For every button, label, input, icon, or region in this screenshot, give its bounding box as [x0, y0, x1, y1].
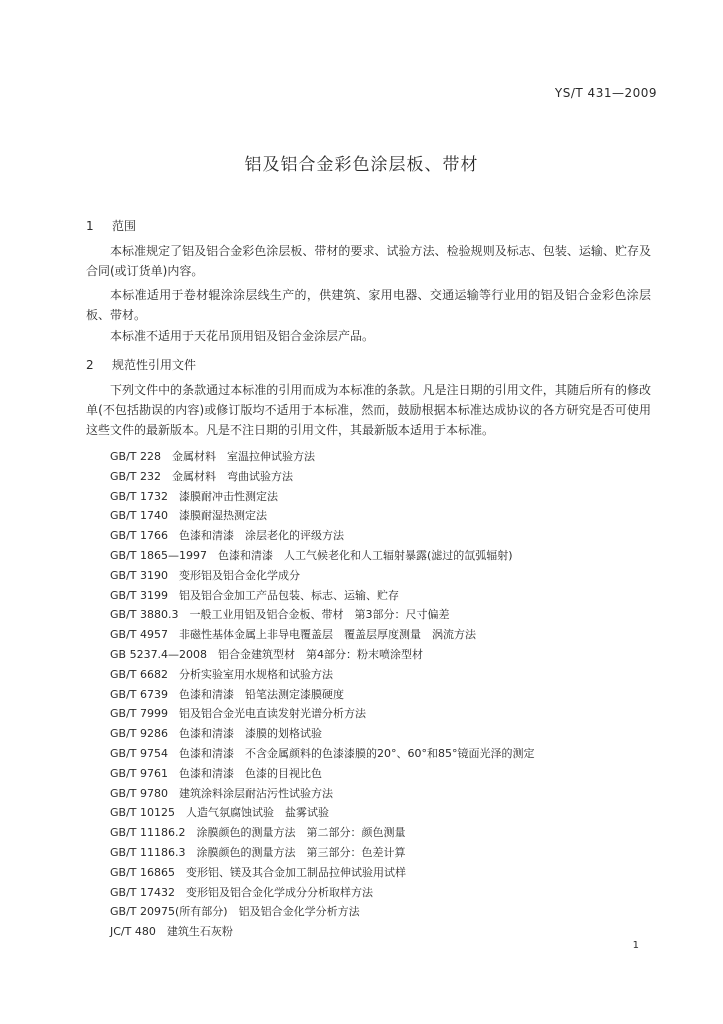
section-title: 规范性引用文件 — [112, 358, 197, 372]
reference-item: GB/T 11186.3 涂膜颜色的测量方法 第三部分：色差计算 — [110, 845, 406, 859]
section-1-heading — [86, 217, 136, 234]
reference-item: JC/T 480 建筑生石灰粉 — [110, 925, 233, 939]
paragraph: 本标准规定了铝及铝合金彩色涂层板、带材的要求、试验方法、检验规则及标志、包装、运输、贮存及合同(或订货单)内容。 — [86, 244, 651, 278]
section-number: 1 — [86, 219, 94, 233]
reference-item: GB/T 3880.3 一般工业用铝及铝合金板、带材 第3部分：尺寸偏差 — [110, 608, 450, 622]
reference-item: GB/T 1740 漆膜耐湿热测定法 — [110, 509, 267, 523]
reference-item: GB/T 11186.2 涂膜颜色的测量方法 第二部分：颜色测量 — [110, 826, 406, 840]
section-2-heading — [86, 356, 196, 373]
reference-item: GB/T 4957 非磁性基体金属上非导电覆盖层 覆盖层厚度测量 涡流方法 — [110, 628, 476, 642]
document-title: 铝及铝合金彩色涂层板、带材 — [244, 155, 479, 175]
reference-item: GB 5237.4—2008 铝合金建筑型材 第4部分：粉末喷涂型材 — [110, 647, 424, 661]
standard-number: YS/T 431—2009 — [554, 86, 657, 100]
reference-item: GB/T 17432 变形铝及铝合金化学成分分析取样方法 — [110, 885, 373, 899]
reference-item: GB/T 3199 铝及铝合金加工产品包装、标志、运输、贮存 — [110, 588, 399, 602]
reference-item: GB/T 6682 分析实验室用水规格和试验方法 — [110, 667, 333, 681]
section-title: 范围 — [112, 219, 137, 233]
reference-item: GB/T 20975(所有部分) 铝及铝合金化学分析方法 — [110, 905, 360, 919]
paragraph: 本标准适用于卷材辊涂涂层线生产的，供建筑、家用电器、交通运输等行业用的铝及铝合金彩色涂层板、带材。 — [86, 288, 651, 322]
reference-item: GB/T 7999 铝及铝合金光电直读发射光谱分析方法 — [110, 707, 366, 721]
reference-item: GB/T 228 金属材料 室温拉伸试验方法 — [110, 450, 315, 463]
reference-item: GB/T 6739 色漆和清漆 铅笔法测定漆膜硬度 — [110, 687, 344, 701]
reference-item: GB/T 9754 色漆和清漆 不含金属颜料的色漆漆膜的20°、60°和85°镜面光泽的测定 — [110, 746, 535, 760]
page-number: 1 — [632, 940, 639, 951]
reference-item: GB/T 232 金属材料 弯曲试验方法 — [110, 469, 293, 483]
reference-item: GB/T 1732 漆膜耐冲击性测定法 — [110, 489, 278, 503]
section-number: 2 — [86, 358, 94, 372]
reference-item: GB/T 10125 人造气氛腐蚀试验 盐雾试验 — [110, 806, 329, 820]
reference-item: GB/T 1865—1997 色漆和清漆 人工气候老化和人工辐射暴露(滤过的氙弧辐射) — [110, 548, 513, 562]
reference-item: GB/T 9286 色漆和清漆 漆膜的划格试验 — [110, 727, 322, 741]
reference-item: GB/T 1766 色漆和清漆 涂层老化的评级方法 — [110, 529, 344, 543]
reference-item: GB/T 9761 色漆和清漆 色漆的目视比色 — [110, 766, 322, 780]
paragraph: 本标准不适用于天花吊顶用铝及铝合金涂层产品。 — [110, 329, 375, 343]
reference-item: GB/T 9780 建筑涂料涂层耐沾污性试验方法 — [110, 786, 333, 800]
paragraph: 下列文件中的条款通过本标准的引用而成为本标准的条款。凡是注日期的引用文件，其随后所有的修改单(不包括勘误的内容)或修订版均不适用于本标准，然而，鼓励根据本标准达成协议的各方研究是否可使用这些文件的最新版本。凡是不注日期的引用文件，其最新版本适用于本标准。 — [86, 383, 651, 437]
reference-item: GB/T 16865 变形铝、镁及其合金加工制品拉伸试验用试样 — [110, 865, 406, 879]
reference-item: GB/T 3190 变形铝及铝合金化学成分 — [110, 568, 300, 582]
normative-reference-list — [110, 447, 534, 942]
